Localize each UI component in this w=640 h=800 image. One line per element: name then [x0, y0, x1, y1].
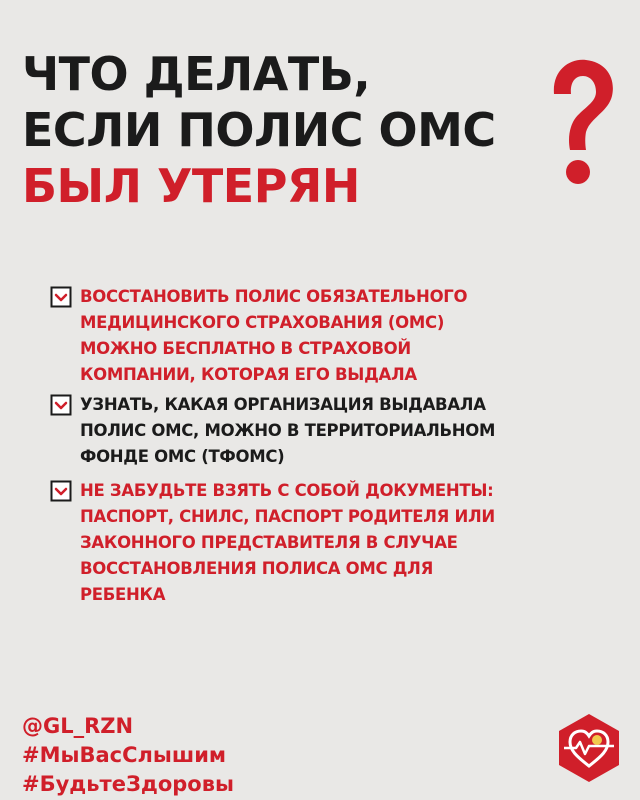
list-item-text: НЕ ЗАБУДЬТЕ ВЗЯТЬ С СОБОЙ ДОКУМЕНТЫ: ПАСПОРТ, СНИЛС, ПАСПОРТ РОДИТЕЛЯ ИЛИ ЗАКОННОГО ПРЕДСТАВИТЕЛЯ В СЛУЧАЕ ВОССТАНОВЛЕНИЯ ПОЛИСА ОМС ДЛЯ РЕБЕНКА: [80, 481, 495, 604]
list-item: [50, 392, 610, 470]
page-title: [22, 46, 562, 214]
question-mark-icon: [540, 52, 620, 192]
heart-hexagon-logo: [556, 712, 622, 784]
list-item-text: УЗНАТЬ, КАКАЯ ОРГАНИЗАЦИЯ ВЫДАВАЛА ПОЛИС ОМС, МОЖНО В ТЕРРИТОРИАЛЬНОМ ФОНДЕ ОМС (ТФОМС): [80, 395, 496, 466]
title-line-2: ЕСЛИ ПОЛИС ОМС: [22, 103, 496, 157]
checkbox-check-icon: [50, 394, 72, 416]
hashtag-2[interactable]: #БудьтеЗдоровы: [22, 772, 234, 796]
title-line-3: БЫЛ УТЕРЯН: [22, 159, 360, 213]
list-item: [50, 478, 610, 608]
list-item-text: ВОССТАНОВИТЬ ПОЛИС ОБЯЗАТЕЛЬНОГО МЕДИЦИНСКОГО СТРАХОВАНИЯ (ОМС) МОЖНО БЕСПЛАТНО В СТРАХОВОЙ КОМПАНИИ, КОТОРАЯ ЕГО ВЫДАЛА: [80, 287, 468, 384]
hashtag-1[interactable]: #МыВасСлышим: [22, 743, 227, 767]
checkbox-check-icon: [50, 286, 72, 308]
instructions-list: [50, 284, 610, 612]
checkbox-check-icon: [50, 480, 72, 502]
title-line-1: ЧТО ДЕЛАТЬ,: [22, 47, 371, 101]
footer-tags: [22, 712, 234, 799]
list-item: [50, 284, 610, 388]
social-handle[interactable]: @GL_RZN: [22, 714, 134, 738]
